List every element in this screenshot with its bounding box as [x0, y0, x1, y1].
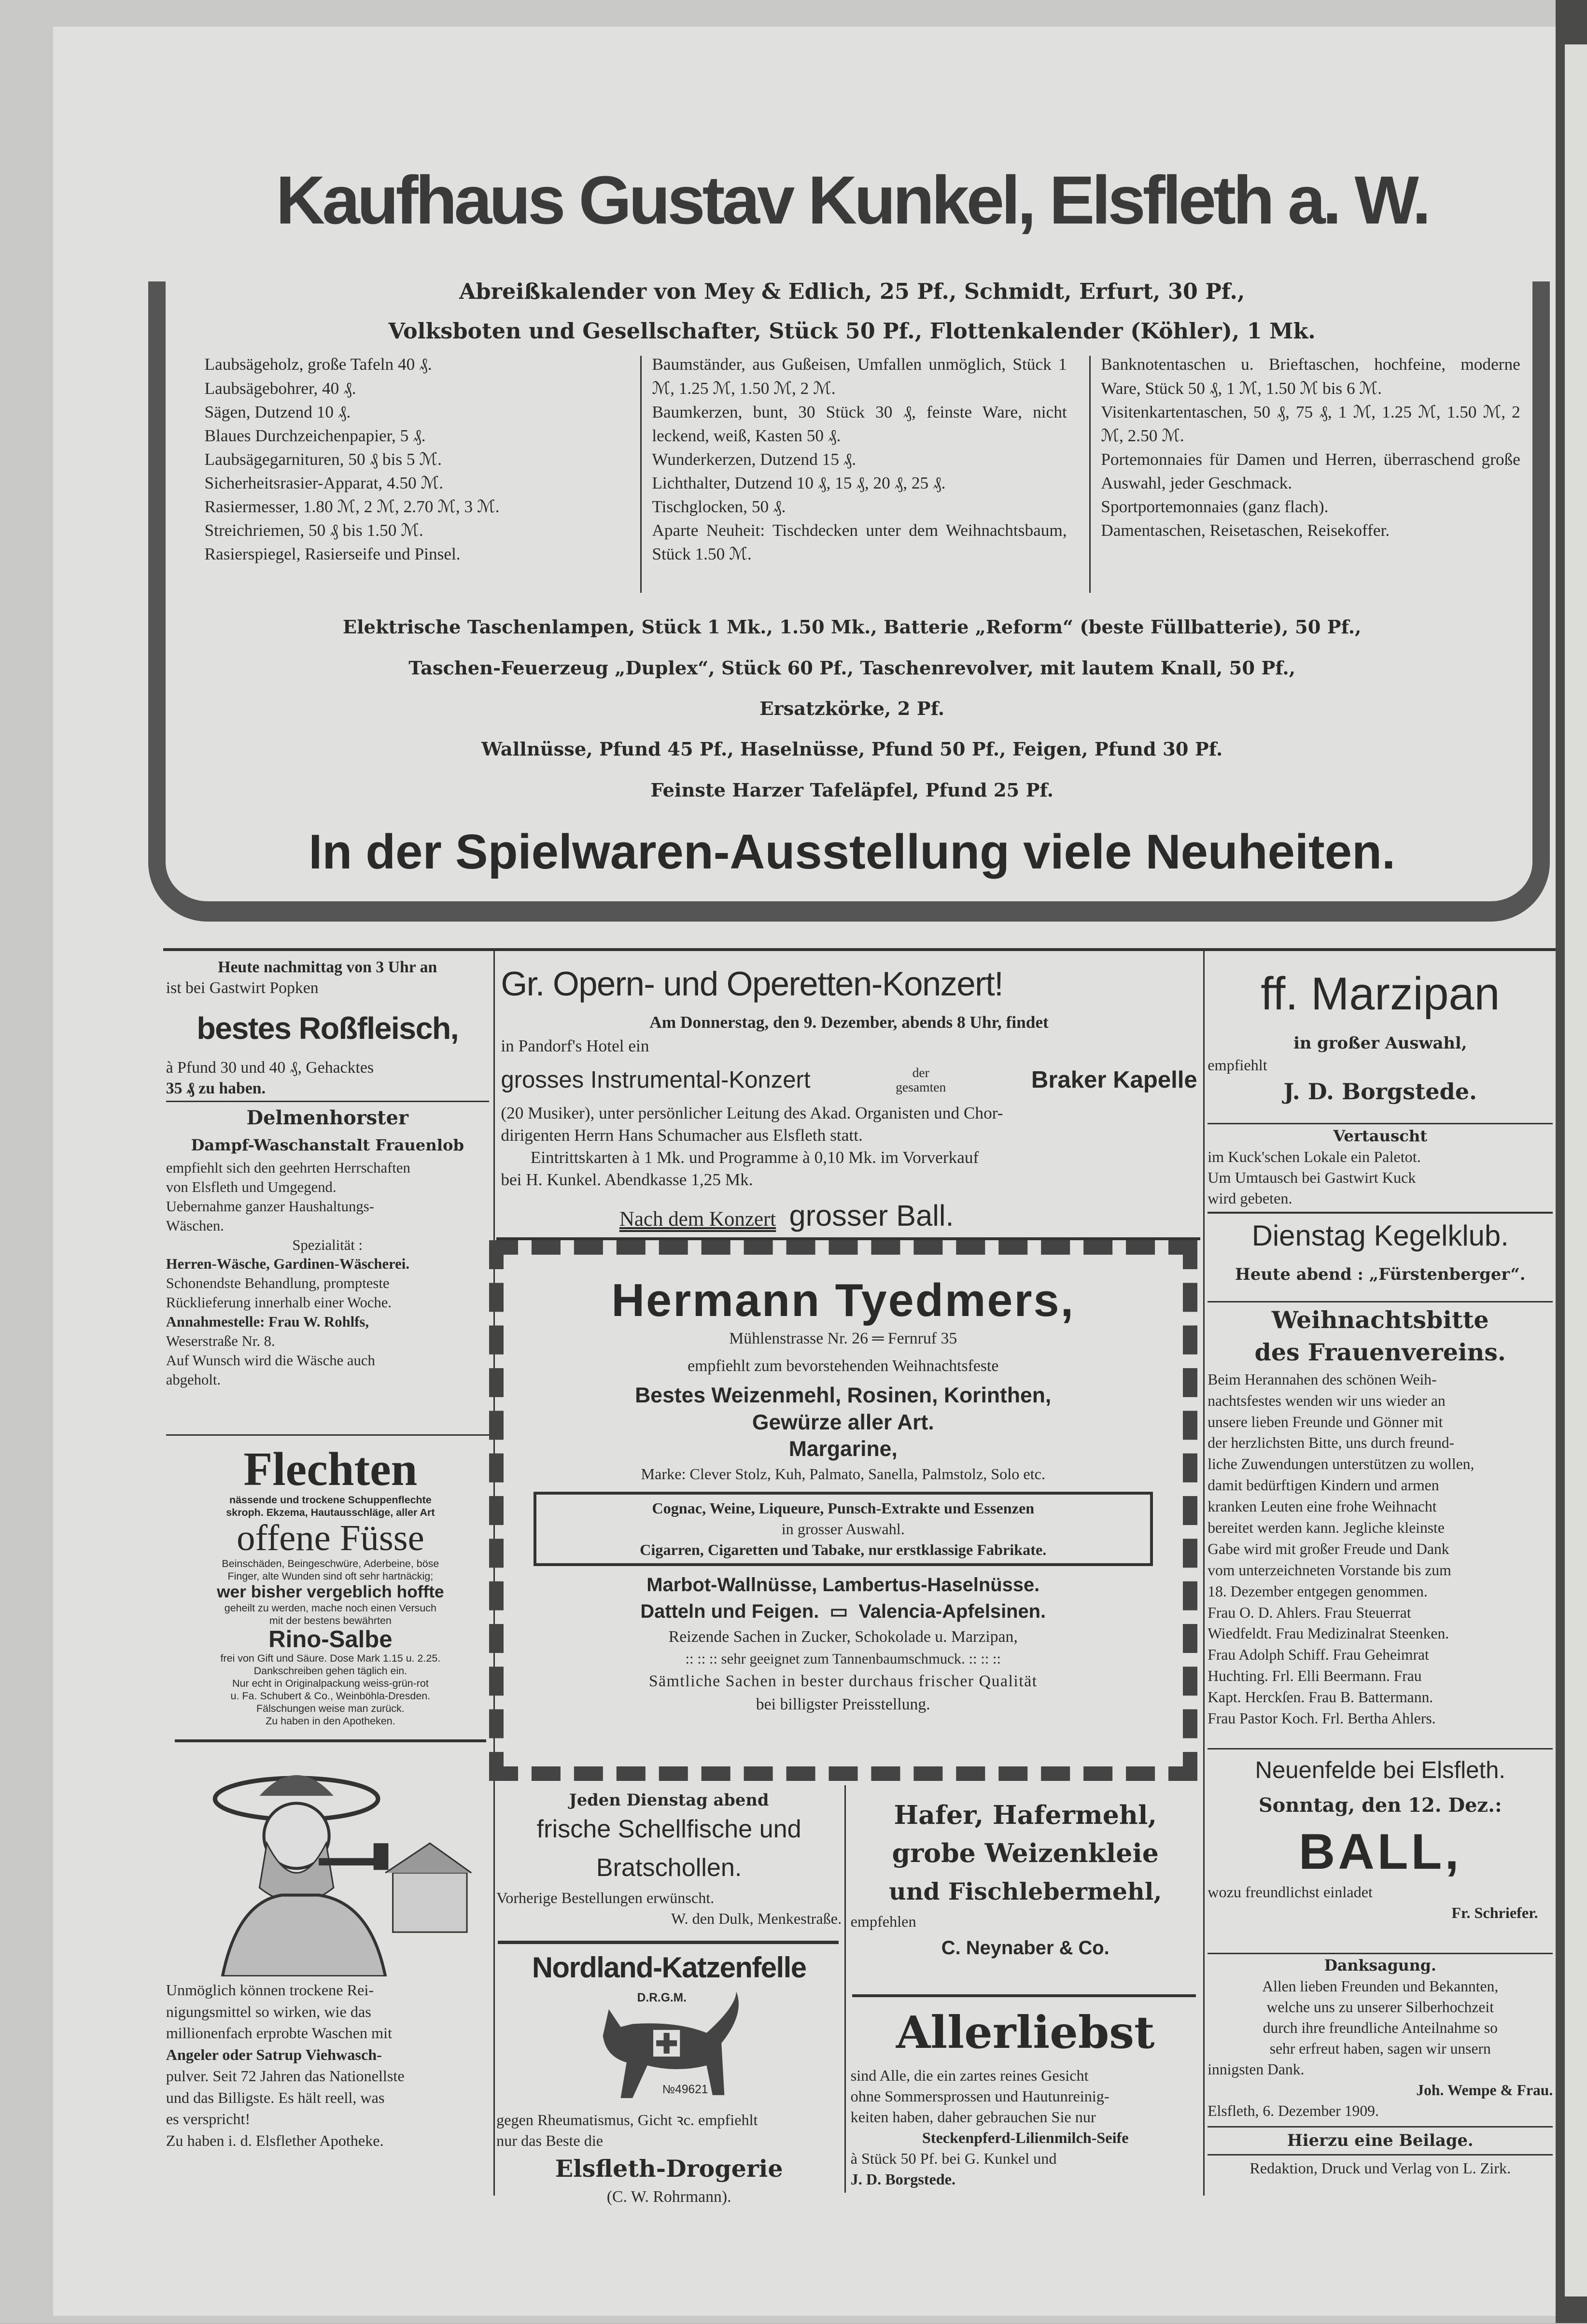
- ad-title: Delmenhorster: [246, 1107, 408, 1130]
- text: Marke: Clever Stolz, Kuh, Palmato, Sanella, Palmstolz, Solo etc.: [641, 1465, 1046, 1483]
- text: Kapt. Herckſen. Frau B. Battermann.: [1208, 1689, 1433, 1706]
- item: Sicherheitsrasier-Apparat, 4.50 ℳ.: [204, 473, 444, 492]
- signature: Joh. Wempe & Frau.: [1416, 2081, 1553, 2099]
- liquor-box: [534, 1492, 1153, 1566]
- item: Rasierspiegel, Rasierseife und Pinsel.: [204, 545, 461, 564]
- notice-title: Vertauscht: [1333, 1127, 1428, 1146]
- text: wird gebeten.: [1208, 1190, 1292, 1207]
- kunkel-lines: [170, 607, 1533, 811]
- cat-illustration: [496, 1991, 842, 2110]
- item: Banknotentaschen u. Brieftaschen, hochfeine, moderne Ware, Stück 50 ₰, 1 ℳ, 1.50 ℳ bis 6 ℳ.: [1101, 355, 1520, 398]
- text: geheilt zu werden, mache noch einen Versuch: [224, 1602, 436, 1614]
- text: der herzlichsten Bitte, uns durch freund-: [1208, 1434, 1455, 1452]
- text: bei H. Kunkel. Abendkasse 1,25 Mk.: [501, 1170, 753, 1190]
- text: Bestes Weizenmehl, Rosinen, Korinthen,: [635, 1384, 1052, 1408]
- text: (20 Musiker), unter persönlicher Leitung des Akad. Organisten und Chor-: [501, 1104, 1003, 1123]
- text: durch ihre freundliche Anteilnahme so: [1263, 2019, 1498, 2036]
- tyedmers-ad: Hermann Tyedmers, Mühlenstrasse Nr. 26 ═ Fernruf 35 empfiehlt zum bevorstehenden Weihnachtsfeste Bestes Weizenmehl, Rosinen, Korinthen, Gewürze aller Art. Margarine, Marke: Clever Stolz, Kuh, Palmato, Sanella, Palmstolz, Solo etc. Cognac, Weine, Liqueure, Punsch-Extrakte und Essenzen in grosser Auswahl. Cigarren, Cigaretten und Tabake, nur erstklassige Fabrikate. Marbot-Wallnüsse, Lambertus-Haselnüsse. Datteln und Feigen. ▭ Valencia-Apfelsinen. Reizende Sachen in Zucker, Schokolade u. Marzipan, :: :: :: sehr geeignet zum Tannenbaumschmuck. :: :: :: Sämtliche Sachen in bester durchaus frischer Qualität bei billigster Preisstellung.: [516, 1274, 1170, 1715]
- marzipan-ad: [1208, 957, 1553, 1108]
- text: Unmöglich können trockene Rei-: [166, 1981, 374, 1999]
- text: bei billigster Preisstellung.: [756, 1695, 930, 1713]
- item: Baumständer, aus Gußeisen, Umfallen unmöglich, Stück 1 ℳ, 1.25 ℳ, 1.50 ℳ, 2 ℳ.: [652, 355, 1067, 398]
- firm-name: C. Neynaber & Co.: [941, 1937, 1109, 1959]
- notice-title: Danksagung.: [1324, 1957, 1436, 1975]
- ad-title: Allerliebst: [896, 2006, 1155, 2059]
- text: Gabe wird mit großer Freude und Dank: [1208, 1540, 1449, 1557]
- text: in grosser Auswahl.: [781, 1520, 905, 1538]
- text: Mühlenstrasse Nr. 26 ═ Fernruf 35: [729, 1329, 957, 1347]
- text: Elsfleth, 6. Dezember 1909.: [1208, 2102, 1379, 2119]
- item: Streichriemen, 50 ₰ bis 1.50 ℳ.: [204, 521, 423, 540]
- text: à Stück 50 Pf. bei G. Kunkel und: [850, 2150, 1057, 2168]
- text: Cognac, Weine, Liqueure, Punsch-Extrakte und Essenzen: [652, 1499, 1035, 1517]
- ad-title: Dampf-Waschanstalt Frauenlob: [191, 1135, 464, 1154]
- text: Spezialität :: [292, 1236, 363, 1253]
- text: nur das Beste die: [496, 2132, 604, 2150]
- text: Wäschen.: [166, 1217, 224, 1234]
- text: Uebernahme ganzer Haushaltungs-: [166, 1198, 374, 1215]
- text: wer bisher vergeblich hoffte: [217, 1582, 444, 1601]
- text: u. Fa. Schubert & Co., Weinböhla-Dresden.: [230, 1690, 431, 1702]
- text: liche Zuwendungen unterstützen zu wollen,: [1208, 1456, 1475, 1473]
- headline: offene Füsse: [237, 1517, 424, 1558]
- text: millionenfach erprobte Waschen mit: [166, 2024, 393, 2042]
- ad-title: Hermann Tyedmers,: [611, 1275, 1075, 1327]
- text: gesamten: [896, 1079, 946, 1095]
- text: ohne Sommersprossen und Hautunreinig-: [850, 2087, 1109, 2105]
- popken-ad: [166, 957, 489, 1100]
- text: Jeden Dienstag abend: [569, 1790, 769, 1810]
- text: nachtsfestes wenden wir uns wieder an: [1208, 1392, 1446, 1409]
- headline: Hafer, Hafermehl,: [894, 1799, 1157, 1830]
- page-title: Kaufhaus Gustav Kunkel, Elsfleth a. W.: [276, 162, 1428, 238]
- item: Damentaschen, Reisetaschen, Reisekoffer.: [1101, 521, 1390, 540]
- kunkel-column-2: [652, 352, 1067, 566]
- adjacent-page-strip: [1565, 44, 1587, 2296]
- text: D.R.G.M.: [637, 1991, 687, 2004]
- text: Huchting. Frl. Elli Beermann. Frau: [1208, 1667, 1422, 1685]
- text: empfehlen: [850, 1913, 916, 1931]
- man-with-pipe-illustration: [208, 1754, 474, 1976]
- text: abgeholt.: [166, 1371, 221, 1388]
- notice-title: des Frauenvereins.: [1254, 1338, 1506, 1367]
- text: Reizende Sachen in Zucker, Schokolade u. Marzipan,: [668, 1628, 1018, 1646]
- text: Weserstraße Nr. 8.: [166, 1332, 275, 1349]
- item: Sportportemonnaies (ganz flach).: [1101, 497, 1329, 517]
- text: sehr erfreut haben, sagen wir unsern: [1269, 2040, 1491, 2057]
- text: Wiedfeldt. Frau Medizinalrat Steenken.: [1208, 1625, 1449, 1642]
- text: Heute abend : „Fürstenberger“.: [1235, 1264, 1526, 1284]
- kunkel-column-3: [1101, 352, 1520, 542]
- text: Rücklieferung innerhalb einer Woche.: [166, 1294, 392, 1311]
- konzert-ad: [501, 957, 1197, 1246]
- text: J. D. Borgstede.: [850, 2170, 956, 2188]
- text: dirigenten Herrn Hans Schumacher aus Elsfleth statt.: [501, 1126, 863, 1145]
- text: Sämtliche Sachen in bester durchaus frischer Qualität: [648, 1672, 1038, 1691]
- text: damit bedürftigen Kindern und armen: [1208, 1477, 1439, 1494]
- notice-title: Weihnachtsbitte: [1271, 1305, 1489, 1334]
- text: Um Umtausch bei Gastwirt Kuck: [1208, 1169, 1416, 1187]
- text: 18. Dezember entgegen genommen.: [1208, 1582, 1428, 1600]
- text: ist bei Gastwirt Popken: [166, 979, 319, 997]
- text: Finger, alte Wunden sind oft sehr hartnäckig;: [227, 1570, 434, 1582]
- text: Zu haben i. d. Elsflether Apotheke.: [166, 2131, 384, 2149]
- text: Frau O. D. Ahlers. Frau Steuerrat: [1208, 1604, 1411, 1621]
- text: in Pandorf's Hotel ein: [501, 1036, 649, 1056]
- ad-title: bestes Roßfleisch,: [197, 1010, 459, 1046]
- text: à Pfund 30 und 40 ₰, Gehacktes: [166, 1059, 374, 1077]
- ad-title: Neuenfelde bei Elsfleth.: [1255, 1757, 1506, 1783]
- item: Blaues Durchzeichenpapier, 5 ₰.: [204, 426, 426, 445]
- product-name: Rino-Salbe: [268, 1626, 393, 1652]
- text: №49621: [662, 2083, 708, 2096]
- ball-ad: [1208, 1751, 1553, 1923]
- text: mit der bestens bewährten: [269, 1614, 392, 1626]
- item: Elektrische Taschenlampen, Stück 1 Mk., 1.50 Mk., Batterie „Reform“ (beste Füllbatterie), 50 Pf.,: [342, 616, 1362, 639]
- firm-name: J. D. Borgstede.: [1283, 1078, 1477, 1105]
- text: sind Alle, die ein zartes reines Gesicht: [850, 2067, 1089, 2085]
- text: pulver. Seit 72 Jahren das Nationellste: [166, 2067, 405, 2085]
- item: Lichthalter, Dutzend 10 ₰, 15 ₰, 20 ₰, 25 ₰.: [652, 473, 946, 492]
- headline: frische Schellfische und: [536, 1815, 801, 1844]
- text: unsere lieben Freunde und Gönner mit: [1208, 1413, 1443, 1430]
- text: Herren-Wäsche, Gardinen-Wäscherei.: [166, 1256, 409, 1273]
- item: Taschen-Feuerzeug „Duplex“, Stück 60 Pf., Taschenrevolver, mit lautem Knall, 50 Pf.,: [408, 657, 1296, 679]
- item: Laubsägeholz, große Tafeln 40 ₰.: [204, 355, 432, 374]
- text: frei von Gift und Säure. Dose Mark 1.15 u. 2.25.: [220, 1652, 441, 1664]
- text: Nach dem Konzert: [619, 1208, 776, 1231]
- text: im Kuck'schen Lokale ein Paletot.: [1208, 1148, 1421, 1166]
- text: Am Donnerstag, den 9. Dezember, abends 8 Uhr, findet: [649, 1013, 1049, 1032]
- text: empfiehlt sich den geehrten Herrschaften: [166, 1159, 410, 1176]
- supplement-note: Hierzu eine Beilage.: [1287, 2130, 1474, 2150]
- text: Dankschreiben gehen täglich ein.: [253, 1665, 407, 1677]
- text: empfiehlt: [1208, 1056, 1267, 1074]
- text: Sonntag, den 12. Dez.:: [1258, 1794, 1502, 1817]
- text: Fälschungen weise man zurück.: [256, 1703, 405, 1715]
- text: bereitet werden kann. Jegliche kleinste: [1208, 1519, 1445, 1536]
- text: wozu freundlichst einladet: [1208, 1883, 1373, 1901]
- item: Visitenkartentaschen, 50 ₰, 75 ₰, 1 ℳ, 1.25 ℳ, 1.50 ℳ, 2 ℳ, 2.50 ℳ.: [1101, 402, 1520, 445]
- headline: grosses Instrumental-Konzert: [501, 1067, 811, 1093]
- item: Rasiermesser, 1.80 ℳ, 2 ℳ, 2.70 ℳ, 3 ℳ.: [204, 497, 500, 517]
- signature: Fr. Schriefer.: [1451, 1904, 1538, 1921]
- headline: grosser Ball.: [789, 1199, 954, 1233]
- text: Schonendste Behandlung, prompteste: [166, 1275, 390, 1292]
- text: empfiehlt zum bevorstehenden Weihnachtsfeste: [688, 1357, 999, 1375]
- text: es verspricht!: [166, 2110, 251, 2128]
- kegelklub-notice: [1208, 1215, 1553, 1292]
- item: Sägen, Dutzend 10 ₰.: [204, 402, 351, 421]
- headline: BALL,: [1298, 1823, 1462, 1880]
- text: Beinschäden, Beingeschwüre, Aderbeine, böse: [222, 1557, 439, 1569]
- allerliebst-ad: [851, 2000, 1200, 2190]
- text: keiten haben, daher gebrauchen Sie nur: [850, 2108, 1096, 2126]
- ad-title: ff. Marzipan: [1261, 968, 1500, 1020]
- text: skroph. Ekzema, Hautausschläge, aller Art: [226, 1506, 435, 1518]
- text: in großer Auswahl,: [1293, 1033, 1467, 1053]
- dulk-ad: [496, 1790, 842, 1929]
- item: Tischglocken, 50 ₰.: [652, 497, 786, 517]
- text: Vorherige Bestellungen erwünscht.: [496, 1889, 715, 1906]
- item: Laubsägegarnituren, 50 ₰ bis 5 ℳ.: [204, 449, 442, 469]
- viehwaschpulver-ad: [166, 1979, 489, 2151]
- text: Marbot-Wallnüsse, Lambertus-Haselnüsse.: [646, 1574, 1040, 1596]
- text: Frau Pastor Koch. Frl. Bertha Ahlers.: [1208, 1710, 1436, 1727]
- danksagung-notice: [1208, 1956, 1553, 2122]
- shop-name: Elsfleth-Drogerie: [555, 2155, 783, 2183]
- text: Zu haben in den Apotheken.: [266, 1715, 395, 1727]
- item: Laubsägebohrer, 40 ₰.: [204, 378, 356, 398]
- item: Feinste Harzer Tafeläpfel, Pfund 25 Pf.: [650, 779, 1053, 801]
- imprint: Redaktion, Druck und Verlag von L. Zirk.: [1250, 2159, 1511, 2177]
- text: Allen lieben Freunden und Bekannten,: [1262, 1978, 1499, 1995]
- flechten-ad: [175, 1443, 486, 1727]
- text: Annahmestelle: Frau W. Rohlfs,: [166, 1314, 369, 1330]
- item: Wunderkerzen, Dutzend 15 ₰.: [652, 449, 857, 469]
- text: und das Billigste. Es hält reell, was: [166, 2088, 385, 2106]
- text: 35 ₰ zu haben.: [166, 1079, 266, 1098]
- kunkel-line2: Volksboten und Gesellschafter, Stück 50 Pf., Flottenkalender (Köhler), 1 Mk.: [388, 319, 1316, 344]
- headline: Braker Kapelle: [1031, 1067, 1197, 1093]
- ad-title: Gr. Opern- und Operetten-Konzert!: [501, 964, 1003, 1003]
- text: kranken Leuten eine frohe Weihnacht: [1208, 1498, 1437, 1515]
- text: vom unterzeichneten Vorstande bis zum: [1208, 1561, 1451, 1579]
- ad-title: Flechten: [243, 1443, 418, 1496]
- weihnachtsbitte-notice: [1208, 1304, 1553, 1729]
- headline: und Fischlebermehl,: [889, 1877, 1162, 1906]
- item: Wallnüsse, Pfund 45 Pf., Haselnüsse, Pfund 50 Pf., Feigen, Pfund 30 Pf.: [481, 739, 1223, 761]
- text: von Elsfleth und Umgegend.: [166, 1178, 337, 1195]
- text: :: :: :: sehr geeignet zum Tannenbaumschmuck. :: :: ::: [685, 1651, 1001, 1667]
- frauenlob-ad: [166, 1105, 489, 1389]
- text: gegen Rheumatismus, Gicht ꝛc. empfiehlt: [496, 2111, 758, 2129]
- text: Cigarren, Cigaretten und Tabake, nur erstklassige Fabrikate.: [640, 1540, 1047, 1558]
- neynaber-ad: [851, 1796, 1200, 1965]
- text: W. den Dulk, Menkestraße.: [671, 1909, 842, 1927]
- item: Aparte Neuheit: Tischdecken unter dem Weihnachtsbaum, Stück 1.50 ℳ.: [652, 521, 1067, 564]
- text: Auf Wunsch wird die Wäsche auch: [166, 1352, 375, 1369]
- vertauscht-notice: [1208, 1126, 1553, 1209]
- spielwaren-banner: In der Spielwaren-Ausstellung viele Neuheiten.: [309, 824, 1396, 879]
- headline: grobe Weizenkleie: [892, 1838, 1159, 1869]
- text: Eintrittskarten à 1 Mk. und Programme à 0,10 Mk. im Vorverkauf: [530, 1148, 979, 1167]
- text: Gewürze aller Art.: [752, 1410, 934, 1434]
- text: welche uns zu unserer Silberhochzeit: [1266, 1999, 1494, 2016]
- notice-title: Dienstag Kegelklub.: [1251, 1219, 1509, 1252]
- text: Datteln und Feigen.: [640, 1601, 819, 1623]
- text: Beim Herannahen des schönen Weih-: [1208, 1371, 1437, 1388]
- text: der: [912, 1064, 929, 1080]
- headline: Bratschollen.: [596, 1854, 742, 1882]
- text: Nur echt in Originalpackung weiss-grün-rot: [232, 1678, 429, 1690]
- text: Margarine,: [788, 1437, 898, 1461]
- kunkel-column-1: [205, 352, 634, 566]
- item: Portemonnaies für Damen und Herren, überraschend große Auswahl, jeder Geschmack.: [1101, 449, 1520, 492]
- item: Ersatzkörke, 2 Pf.: [759, 698, 945, 720]
- text: Frau Adolph Schiff. Frau Geheimrat: [1208, 1646, 1429, 1664]
- text: Angeler oder Satrup Viehwasch-: [166, 2045, 382, 2063]
- kunkel-line1: Abreißkalender von Mey & Edlich, 25 Pf., Schmidt, Erfurt, 30 Pf.,: [459, 279, 1245, 304]
- text: innigsten Dank.: [1208, 2060, 1305, 2078]
- text: Valencia-Apfelsinen.: [858, 1601, 1046, 1623]
- text: nigungsmittel so wirken, wie das: [166, 2002, 371, 2020]
- katzenfelle-ad: [496, 1944, 842, 2208]
- text: Steckenpferd-Lilienmilch-Seife: [922, 2129, 1129, 2147]
- item: Baumkerzen, bunt, 30 Stück 30 ₰, feinste Ware, nicht leckend, weiß, Kasten 50 ₰.: [652, 402, 1067, 445]
- text: (C. W. Rohrmann).: [606, 2187, 731, 2206]
- ad-title: Nordland-Katzenfelle: [532, 1951, 806, 1984]
- text: nässende und trockene Schuppenflechte: [229, 1494, 432, 1506]
- text: Heute nachmittag von 3 Uhr an: [218, 958, 437, 976]
